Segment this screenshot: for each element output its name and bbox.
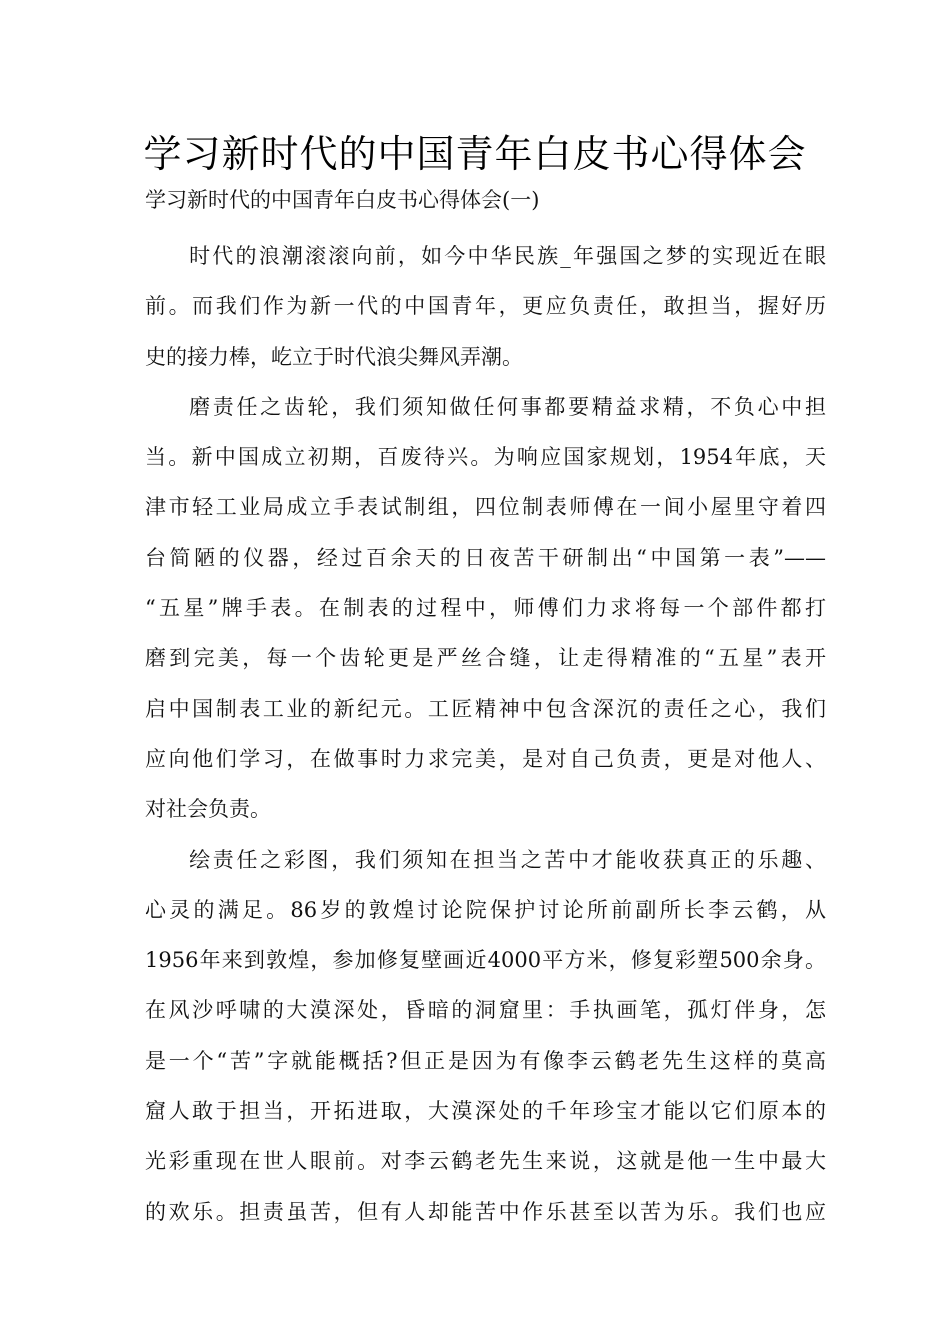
paragraph-line: “五星”牌手表。在制表的过程中，师傅们力求将每一个部件都打 xyxy=(145,596,826,621)
paragraph-line: 磨责任之齿轮，我们须知做任何事都要精益求精，不负心中担 xyxy=(189,394,826,419)
paragraph-line: 是一个“苦”字就能概括?但正是因为有像李云鹤老先生这样的莫高 xyxy=(145,1048,826,1073)
paragraph-line: 津市轻工业局成立手表试制组，四位制表师傅在一间小屋里守着四 xyxy=(145,495,826,520)
paragraph-1 xyxy=(145,231,826,382)
paragraph-line: 应向他们学习，在做事时力求完美，是对自己负责，更是对他人、 xyxy=(145,746,826,771)
paragraph-line: 当。新中国成立初期，百废待兴。为响应国家规划，1954年底，天 xyxy=(145,445,826,470)
paragraph-line: 在风沙呼啸的大漠深处，昏暗的洞窟里：手执画笔，孤灯伴身，怎 xyxy=(145,998,826,1023)
document-body xyxy=(145,231,826,1237)
paragraph-line: 绘责任之彩图，我们须知在担当之苦中才能收获真正的乐趣、 xyxy=(189,847,826,872)
paragraph-line: 对社会负责。 xyxy=(145,797,271,822)
paragraph-line: 磨到完美，每一个齿轮更是严丝合缝，让走得精准的“五星”表开 xyxy=(145,646,826,671)
paragraph-line: 台简陋的仪器，经过百余天的日夜苦干研制出“中国第一表”—— xyxy=(145,545,826,570)
paragraph-line: 1956年来到敦煌，参加修复壁画近4000平方米，修复彩塑500余身。 xyxy=(145,948,826,973)
document-subtitle: 学习新时代的中国青年白皮书心得体会(一) xyxy=(145,188,540,212)
paragraph-line: 史的接力棒，屹立于时代浪尖舞风弄潮。 xyxy=(145,344,523,369)
paragraph-line: 时代的浪潮滚滚向前，如今中华民族_年强国之梦的实现近在眼 xyxy=(189,244,826,268)
paragraph-line: 心灵的满足。86岁的敦煌讨论院保护讨论所前副所长李云鹤，从 xyxy=(145,897,826,922)
paragraph-line: 前。而我们作为新一代的中国青年，更应负责任，敢担当，握好历 xyxy=(145,294,826,319)
paragraph-3 xyxy=(145,835,826,1237)
paragraph-line: 窟人敢于担当，开拓进取，大漠深处的千年珍宝才能以它们原本的 xyxy=(145,1099,826,1124)
paragraph-line: 启中国制表工业的新纪元。工匠精神中包含深沉的责任之心，我们 xyxy=(145,696,826,721)
document-title: 学习新时代的中国青年白皮书心得体会 xyxy=(143,132,807,176)
paragraph-line: 光彩重现在世人眼前。对李云鹤老先生来说，这就是他一生中最大 xyxy=(145,1149,826,1174)
paragraph-line: 的欢乐。担责虽苦，但有人却能苦中作乐甚至以苦为乐。我们也应 xyxy=(145,1199,826,1224)
paragraph-2 xyxy=(145,382,826,835)
